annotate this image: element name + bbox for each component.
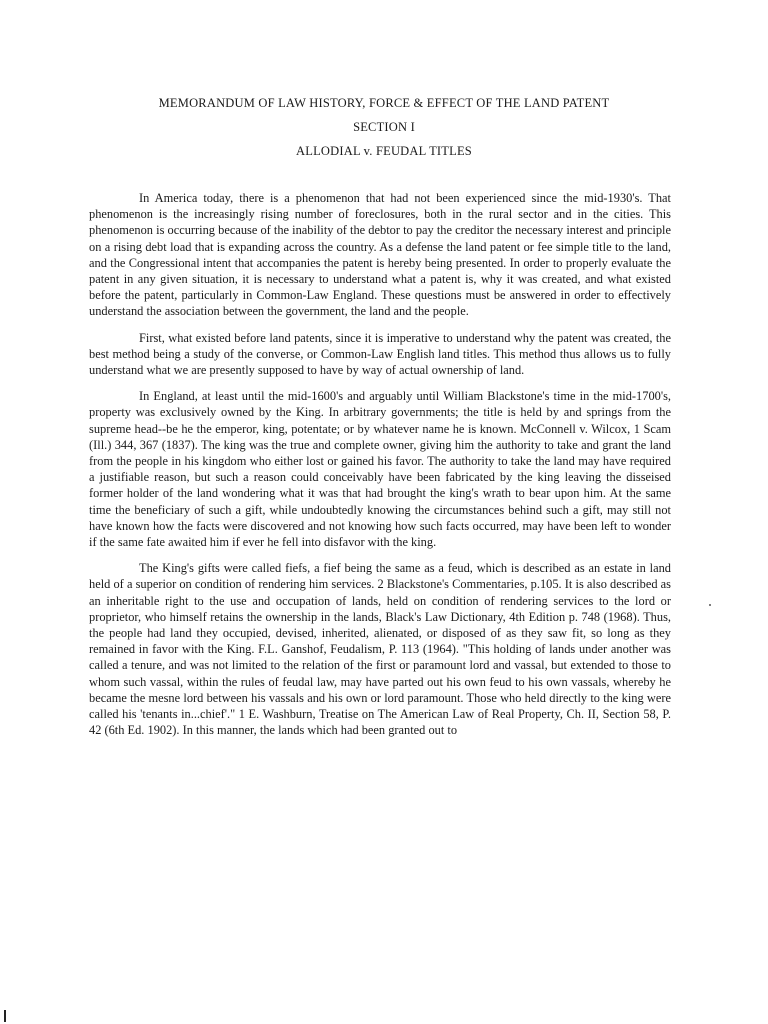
- document-header: [0, 94, 768, 166]
- section-heading: SECTION I: [353, 120, 415, 134]
- document-body: [89, 190, 671, 749]
- paragraph-4: The King's gifts were called fiefs, a fief being the same as a feud, which is described as an estate in land held of a superior on condition of rendering him services. 2 Blackstone's Commentaries, p.105. It is also described as an inheritable right to the use and occupation of lands, held on condition of rendering services to the lord or proprietor, who himself retains the ownership in the lands, Black's Law Dictionary, 4th Edition p. 748 (1968). Thus, the people had land they occupied, devised, inherited, alienated, or disposed of as they saw fit, so long as they remained in favor with the King. F.L. Ganshof, Feudalism, P. 113 (1964). "This holding of lands under another was called a tenure, and was not limited to the relation of the first or paramount lord and vassal, but extended to those to whom such vassal, within the rules of feudal law, may have parted out his own feud to his own vassals, whereby he became the mesne lord between his vassals and his own or lord paramount. Those who held directly to the king were called his 'tenants in...chief'." 1 E. Washburn, Treatise on The American Law of Real Property, Ch. II, Section 58, P. 42 (6th Ed. 1902). In this manner, the lands which had been granted out to: [89, 561, 671, 738]
- memorandum-title: MEMORANDUM OF LAW HISTORY, FORCE & EFFECT OF THE LAND PATENT: [158, 96, 610, 110]
- scan-speck: [709, 604, 711, 606]
- paragraph-2: First, what existed before land patents, since it is imperative to understand why the patent was created, the best method being a study of the converse, or Common-Law English land titles. This method thus allows us to fully understand what we are presently supposed to have by way of actual ownership of land.: [89, 330, 671, 378]
- paragraph-1: In America today, there is a phenomenon that had not been experienced since the mid-1930's. That phenomenon is the increasingly rising number of foreclosures, both in the rural sector and in the cities. This phenomenon is occurring because of the inability of the debtor to pay the creditor the necessary interest and principle on a rising debt load that is expanding across the country. As a defense the land patent or fee simple title to the land, and the Congressional intent that accompanies the patent is hereby being presented. In order to properly evaluate the patent in any given situation, it is necessary to understand what a patent is, why it was created, and what existed before the patent, particularly in Common-Law England. These questions must be answered in order to effectively understand the association between the government, the land and the people.: [89, 191, 671, 319]
- scan-edge-mark: [4, 1010, 6, 1022]
- paragraph-3: In England, at least until the mid-1600's and arguably until William Blackstone's time in the mid-1700's, property was exclusively owned by the King. In arbitrary governments; the title is held by and springs from the supreme head--be he the emperor, king, potentate; or by whatever name he is known. McConnell v. Wilcox, 1 Scam (Ill.) 344, 367 (1837). The king was the true and complete owner, giving him the authority to take and grant the land from the people in his kingdom who either lost or gained his favor. The authority to take the land may have required a justifiable reason, but such a reason could conceivably have been fabricated by the king leaving the disseised former holder of the land wondering what it was that had brought the king's wrath to bear upon him. At the same time the beneficiary of such a gift, while undoubtedly knowing the circumstances behind such a gift, may still not have known how the facts were discovered and not knowing how such facts occurred, may have been left to wonder if the same fate awaited him if ever he fell into disfavor with the king.: [89, 389, 671, 550]
- section-subtitle: ALLODIAL v. FEUDAL TITLES: [296, 144, 472, 158]
